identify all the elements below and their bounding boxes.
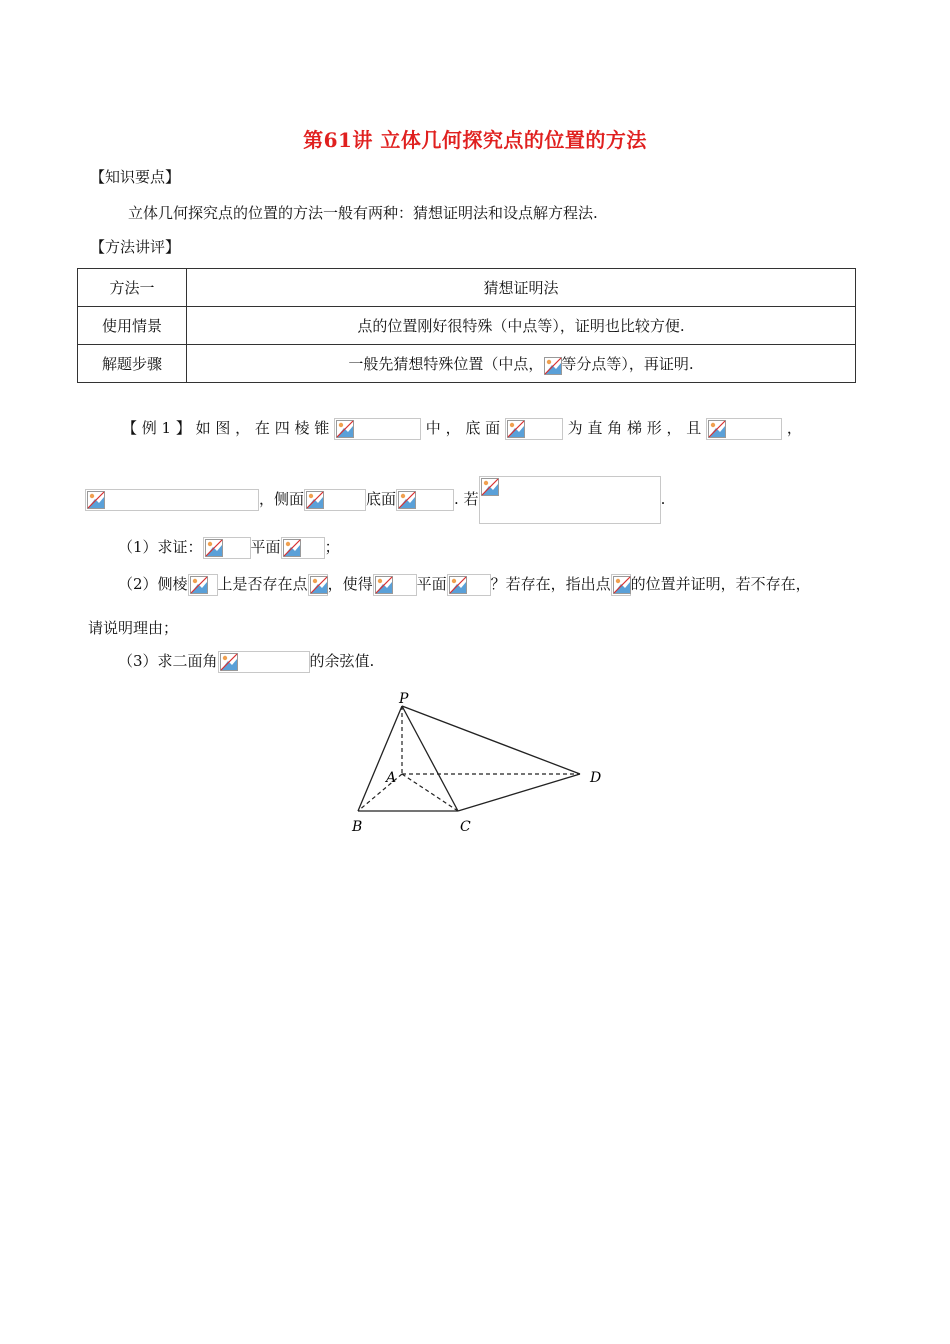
broken-image-icon bbox=[190, 576, 208, 594]
broken-image-icon bbox=[708, 420, 726, 438]
question-text: （2）侧棱 bbox=[118, 575, 188, 593]
formula-placeholder bbox=[218, 651, 310, 673]
example-line-2 bbox=[85, 476, 665, 524]
page-title: 第61讲 立体几何探究点的位置的方法 bbox=[303, 128, 647, 152]
table-row bbox=[78, 269, 856, 307]
broken-image-icon bbox=[449, 576, 467, 594]
formula-placeholder bbox=[447, 574, 491, 596]
formula-placeholder bbox=[334, 418, 421, 440]
pyramid-figure bbox=[340, 688, 620, 838]
question-1 bbox=[118, 536, 340, 559]
broken-image-icon bbox=[306, 491, 324, 509]
question-text: 上是否存在点 bbox=[217, 575, 308, 593]
question-text: ，使得 bbox=[327, 575, 373, 593]
question-text: ； bbox=[324, 538, 340, 556]
example-text: ，侧面 bbox=[259, 490, 305, 508]
broken-image-icon bbox=[398, 491, 416, 509]
question-2 bbox=[118, 573, 811, 596]
broken-image-icon bbox=[310, 576, 328, 594]
formula-placeholder bbox=[188, 574, 218, 596]
table-text-before: 一般先猜想特殊位置（中点， bbox=[348, 355, 544, 373]
example-end: ， bbox=[786, 419, 802, 437]
formula-placeholder bbox=[308, 574, 328, 596]
table-row bbox=[78, 307, 856, 345]
label-a: A bbox=[386, 770, 397, 786]
example-text: . 若 bbox=[454, 490, 479, 508]
table-cell-content bbox=[187, 345, 856, 383]
formula-placeholder bbox=[396, 489, 454, 511]
question-text: （1）求证： bbox=[118, 538, 203, 556]
question-text: 的余弦值. bbox=[309, 652, 375, 670]
table-cell-label: 使用情景 bbox=[78, 307, 187, 345]
table-cell-label: 解题步骤 bbox=[78, 345, 187, 383]
formula-placeholder bbox=[281, 537, 325, 559]
example-line-1 bbox=[122, 417, 802, 440]
broken-image-icon bbox=[544, 357, 562, 375]
broken-image-icon bbox=[613, 576, 631, 594]
example-mid-1: 中 ， 底 面 bbox=[425, 419, 501, 437]
broken-image-icon bbox=[205, 539, 223, 557]
formula-placeholder bbox=[611, 574, 631, 596]
formula-placeholder bbox=[203, 537, 251, 559]
formula-placeholder bbox=[543, 356, 561, 374]
question-text: ？若存在，指出点 bbox=[490, 575, 611, 593]
table-text-after: 等分点等），再证明. bbox=[561, 355, 694, 373]
example-text: . bbox=[660, 490, 666, 508]
broken-image-icon bbox=[220, 653, 238, 671]
edge-cd bbox=[458, 774, 580, 811]
table-row bbox=[78, 345, 856, 383]
formula-placeholder bbox=[373, 574, 417, 596]
section-method-review: 【方法讲评】 bbox=[90, 238, 181, 256]
formula-placeholder bbox=[85, 489, 259, 511]
formula-placeholder bbox=[304, 489, 366, 511]
label-c: C bbox=[460, 819, 471, 835]
question-text: 的位置并证明，若不存在， bbox=[630, 575, 811, 593]
formula-placeholder bbox=[706, 418, 782, 440]
table-cell-label: 方法一 bbox=[78, 269, 187, 307]
broken-image-icon bbox=[481, 478, 499, 496]
knowledge-text: 立体几何探究点的位置的方法一般有两种：猜想证明法和设点解方程法. bbox=[128, 204, 598, 222]
broken-image-icon bbox=[87, 491, 105, 509]
formula-placeholder bbox=[505, 418, 563, 440]
broken-image-icon bbox=[336, 420, 354, 438]
question-text: 平面 bbox=[416, 575, 447, 593]
label-d: D bbox=[590, 770, 602, 786]
formula-placeholder bbox=[479, 476, 661, 524]
example-prefix: 【 例 1 】 如 图 ， 在 四 棱 锥 bbox=[122, 419, 330, 437]
broken-image-icon bbox=[507, 420, 525, 438]
edge-pc bbox=[402, 706, 458, 811]
question-2-continued: 请说明理由； bbox=[88, 619, 179, 637]
table-cell-content: 猜想证明法 bbox=[187, 269, 856, 307]
table-cell-content: 点的位置刚好很特殊（中点等），证明也比较方便. bbox=[187, 307, 856, 345]
edge-pd bbox=[402, 706, 580, 774]
broken-image-icon bbox=[375, 576, 393, 594]
example-mid-2: 为 直 角 梯 形 ， 且 bbox=[567, 419, 702, 437]
section-knowledge: 【知识要点】 bbox=[90, 168, 181, 186]
label-p: P bbox=[399, 691, 409, 707]
question-text: （3）求二面角 bbox=[118, 652, 218, 670]
edge-ac bbox=[402, 774, 458, 811]
question-text: 平面 bbox=[250, 538, 281, 556]
broken-image-icon bbox=[283, 539, 301, 557]
example-text: 底面 bbox=[366, 490, 397, 508]
edge-pb bbox=[358, 706, 402, 811]
question-3 bbox=[118, 650, 374, 673]
label-b: B bbox=[352, 819, 363, 835]
method-table bbox=[77, 268, 856, 383]
